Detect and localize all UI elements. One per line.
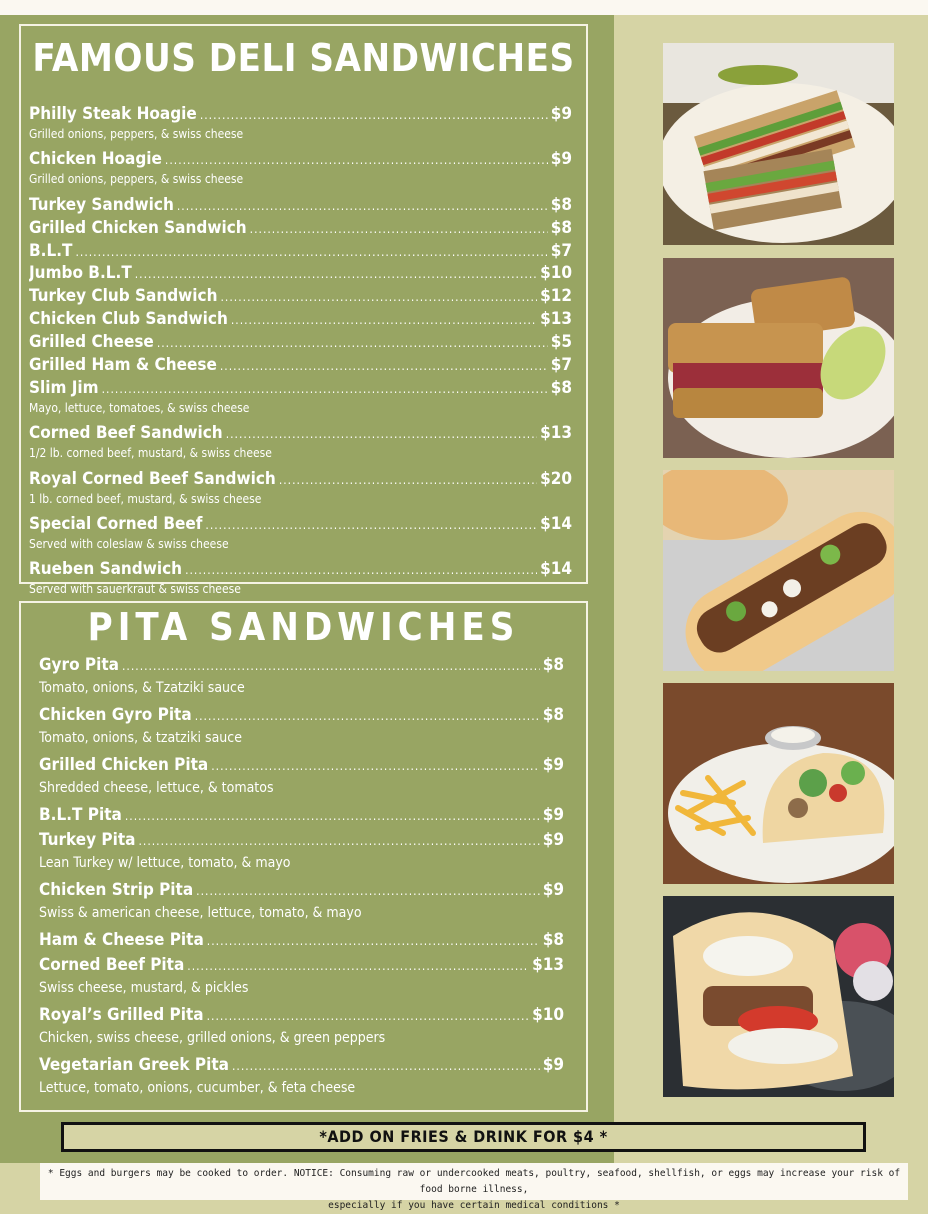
- menu-item-description: 1/2 lb. corned beef, mustard, & swiss cheese: [29, 446, 272, 460]
- menu-item-row: [39, 930, 564, 950]
- menu-item-name: Chicken Hoagie: [29, 149, 162, 169]
- menu-item-row: [29, 514, 572, 534]
- menu-item-name: Philly Steak Hoagie: [29, 104, 197, 124]
- deli-sandwiches-section: [19, 24, 588, 596]
- dot-leader: [185, 563, 537, 577]
- menu-item-name: Chicken Gyro Pita: [39, 705, 192, 725]
- pita-section-title: PITA SANDWICHES: [87, 605, 520, 649]
- menu-item-name: Royal Corned Beef Sandwich: [29, 469, 276, 489]
- menu-item-name: Royal’s Grilled Pita: [39, 1005, 204, 1025]
- menu-item-name: Turkey Sandwich: [29, 195, 174, 215]
- menu-item-price: $8: [550, 378, 572, 398]
- menu-item-description: Served with sauerkraut & swiss cheese: [29, 582, 241, 596]
- food-safety-notice: [40, 1163, 908, 1211]
- dot-leader: [226, 427, 537, 441]
- menu-item-row: [29, 286, 572, 306]
- menu-item-name: Grilled Cheese: [29, 332, 154, 352]
- menu-item-price: $8: [550, 218, 572, 238]
- menu-item-price: $13: [540, 423, 572, 443]
- menu-item-name: Vegetarian Greek Pita: [39, 1055, 229, 1075]
- reuben-sandwich-photo: [663, 258, 894, 458]
- menu-item-price: $7: [550, 241, 572, 261]
- menu-item-name: Grilled Ham & Cheese: [29, 355, 217, 375]
- dot-leader: [165, 153, 548, 167]
- menu-item-price: $8: [542, 930, 564, 950]
- club-sandwich-photo: [663, 43, 894, 245]
- menu-item-row: [29, 559, 572, 579]
- notice-line-2: especially if you have certain medical conditions *: [328, 1200, 620, 1211]
- dot-leader: [138, 834, 539, 848]
- menu-item-row: [29, 469, 572, 489]
- menu-item-row: [39, 830, 564, 850]
- philly-cheesesteak-photo: [663, 470, 894, 671]
- menu-item-price: $9: [550, 149, 572, 169]
- dot-leader: [207, 1009, 529, 1023]
- menu-item-price: $12: [540, 286, 572, 306]
- top-strip: [0, 0, 928, 15]
- menu-item-description: Served with coleslaw & swiss cheese: [29, 537, 229, 551]
- deli-section-title: FAMOUS DELI SANDWICHES: [32, 36, 575, 80]
- menu-item-name: Jumbo B.L.T: [29, 263, 132, 283]
- dot-leader: [200, 108, 548, 122]
- menu-item-description: Swiss & american cheese, lettuce, tomato, & mayo: [39, 905, 362, 921]
- dot-leader: [75, 245, 547, 259]
- menu-item-name: Grilled Chicken Sandwich: [29, 218, 247, 238]
- menu-item-row: [39, 955, 564, 975]
- notice-line-1: * Eggs and burgers may be cooked to order. NOTICE: Consuming raw or undercooked meats, poultry, seafood, shellfish, or eggs may increase your risk of food borne illness,: [47, 1168, 901, 1195]
- menu-item-price: $10: [532, 1005, 564, 1025]
- menu-item-price: $13: [540, 309, 572, 329]
- menu-item-name: Chicken Strip Pita: [39, 880, 194, 900]
- menu-item-price: $5: [550, 332, 572, 352]
- menu-item-row: [29, 309, 572, 329]
- menu-item-description: Mayo, lettuce, tomatoes, & swiss cheese: [29, 401, 250, 415]
- menu-item-price: $9: [550, 104, 572, 124]
- menu-item-name: B.L.T: [29, 241, 73, 261]
- menu-item-price: $9: [542, 880, 564, 900]
- menu-item-name: Chicken Club Sandwich: [29, 309, 228, 329]
- menu-item-price: $14: [540, 559, 572, 579]
- dot-leader: [205, 518, 537, 532]
- menu-item-row: [29, 218, 572, 238]
- dot-leader: [157, 336, 548, 350]
- dot-leader: [231, 313, 537, 327]
- menu-item-row: [39, 1005, 564, 1025]
- menu-item-row: [29, 195, 572, 215]
- menu-item-price: $9: [542, 755, 564, 775]
- menu-item-row: [39, 805, 564, 825]
- menu-item-description: Tomato, onions, & tzatziki sauce: [39, 730, 242, 746]
- menu-item-price: $8: [542, 705, 564, 725]
- menu-item-name: Gyro Pita: [39, 655, 119, 675]
- gyro-with-fries-photo: [663, 683, 894, 884]
- menu-item-row: [29, 149, 572, 169]
- menu-item-name: Turkey Club Sandwich: [29, 286, 218, 306]
- menu-item-row: [39, 705, 564, 725]
- menu-item-price: $9: [542, 805, 564, 825]
- pita-sandwiches-section: [19, 601, 588, 1112]
- menu-item-description: Swiss cheese, mustard, & pickles: [39, 980, 249, 996]
- menu-item-price: $9: [542, 830, 564, 850]
- menu-item-price: $14: [540, 514, 572, 534]
- menu-item-row: [29, 332, 572, 352]
- menu-item-row: [39, 1055, 564, 1075]
- menu-item-price: $9: [542, 1055, 564, 1075]
- dot-leader: [177, 199, 548, 213]
- menu-item-name: Corned Beef Pita: [39, 955, 185, 975]
- menu-item-name: Special Corned Beef: [29, 514, 203, 534]
- menu-item-row: [39, 655, 564, 675]
- menu-item-price: $8: [542, 655, 564, 675]
- menu-item-description: Tomato, onions, & Tzatziki sauce: [39, 680, 245, 696]
- menu-item-row: [39, 880, 564, 900]
- menu-item-description: Shredded cheese, lettuce, & tomatos: [39, 780, 274, 796]
- menu-item-row: [29, 241, 572, 261]
- menu-item-name: B.L.T Pita: [39, 805, 122, 825]
- dot-leader: [250, 222, 548, 236]
- menu-item-price: $20: [540, 469, 572, 489]
- dot-leader: [279, 473, 537, 487]
- dot-leader: [211, 759, 539, 773]
- menu-item-name: Ham & Cheese Pita: [39, 930, 204, 950]
- menu-item-row: [29, 104, 572, 124]
- dot-leader: [135, 267, 537, 281]
- dot-leader: [207, 934, 540, 948]
- menu-item-price: $10: [540, 263, 572, 283]
- menu-item-price: $7: [550, 355, 572, 375]
- dot-leader: [221, 290, 538, 304]
- menu-item-row: [39, 755, 564, 775]
- menu-item-description: 1 lb. corned beef, mustard, & swiss cheese: [29, 492, 262, 506]
- menu-item-row: [29, 355, 572, 375]
- menu-item-row: [29, 378, 572, 398]
- dot-leader: [187, 959, 529, 973]
- menu-item-description: Lean Turkey w/ lettuce, tomato, & mayo: [39, 855, 291, 871]
- menu-item-description: Grilled onions, peppers, & swiss cheese: [29, 127, 244, 141]
- dot-leader: [232, 1059, 540, 1073]
- menu-item-name: Turkey Pita: [39, 830, 136, 850]
- dot-leader: [122, 659, 540, 673]
- menu-item-row: [29, 263, 572, 283]
- menu-item-description: Chicken, swiss cheese, grilled onions, & green peppers: [39, 1030, 386, 1046]
- menu-item-name: Grilled Chicken Pita: [39, 755, 209, 775]
- gyro-pita-photo: [663, 896, 894, 1097]
- menu-item-name: Rueben Sandwich: [29, 559, 183, 579]
- menu-item-name: Corned Beef Sandwich: [29, 423, 223, 443]
- add-on-banner: *ADD ON FRIES & DRINK FOR $4 *: [61, 1122, 866, 1152]
- menu-item-description: Lettuce, tomato, onions, cucumber, & feta cheese: [39, 1080, 356, 1096]
- menu-item-price: $8: [550, 195, 572, 215]
- dot-leader: [196, 884, 540, 898]
- dot-leader: [195, 709, 540, 723]
- menu-item-price: $13: [532, 955, 564, 975]
- menu-item-description: Grilled onions, peppers, & swiss cheese: [29, 172, 244, 186]
- dot-leader: [102, 382, 548, 396]
- dot-leader: [125, 809, 540, 823]
- dot-leader: [220, 359, 548, 373]
- menu-item-row: [29, 423, 572, 443]
- menu-item-name: Slim Jim: [29, 378, 99, 398]
